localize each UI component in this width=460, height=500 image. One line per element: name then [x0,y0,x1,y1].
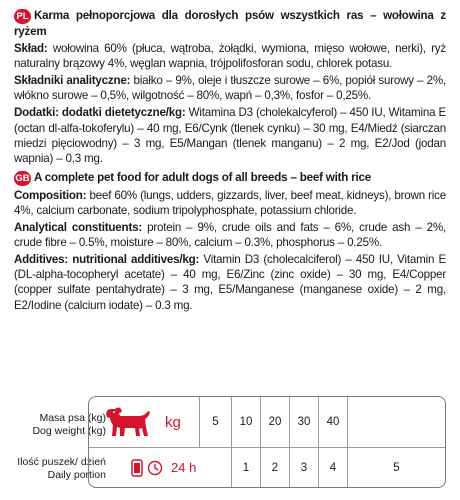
gb-analytical-text: protein – 9%, crude oils and fats – 6%, crude ash – 2%, crude fibre – 0.5%, moisture – 80%, calcium – 0.3%, phosphorus – 0.25%. [14,221,446,250]
pl-composition-text: wołowina 60% (płuca, wątroba, żołądki, wymiona, mięso wołowe, nerki), ryż naturalny brązowy 4%, węglan wapnia, trójpolifosforan sodu, chlorek potasu. [14,42,446,71]
pl-analytical-heading: Składniki analityczne: [14,74,131,88]
portion-icon-group [131,459,163,477]
section-pl [14,8,446,166]
portion-value: 4 [318,447,347,487]
portion-label-en: Daily portion [47,469,106,481]
pl-additives-heading: Dodatki: dodatki dietetyczne/kg: [14,106,186,120]
clock-icon [147,460,163,476]
gb-additives-heading: Additives: nutritional additives/kg: [14,253,200,267]
pl-additives [14,105,446,165]
weight-label-en: Dog weight (kg) [32,425,106,437]
weight-value: 20 [260,397,289,447]
portion-period: 24 h [171,460,197,475]
pl-analytical [14,73,446,103]
gb-title: A complete pet food for adult dogs of all breeds – beef with rice [34,170,372,184]
gb-composition-text: beef 60% (lungs, udders, gizzards, liver, beef meat, kidneys), brown rice 4%, calcium carbonate, sodium tripolyphosphate, potassium chloride. [14,188,446,217]
pl-composition [14,41,446,71]
dog-icon [89,397,165,447]
weight-label-pl: Masa psa (kg) [39,412,106,424]
pl-analytical-text: białko – 9%, oleje i tłuszcze surowe – 6%, popiół surowy – 2%, włókno surowe – 0,5%, wilgotność – 80%, wapń – 0,3%, fosfor – 0,25%. [14,74,446,103]
weight-value: 10 [231,397,260,447]
pl-badge: PL [14,9,31,24]
weight-value: 30 [289,397,318,447]
weight-value: 40 [318,397,347,447]
weight-value: 5 [199,397,231,447]
portion-label-pl: Ilość puszek/ dzień [17,456,106,468]
dog-icon-svg [99,403,155,441]
portion-period-cell [165,447,231,487]
portion-value: 5 [347,447,445,487]
gb-analytical-heading: Analytical constituents: [14,221,143,235]
section-gb [14,170,446,313]
pl-title-line [14,8,446,39]
gb-badge: GB [15,172,30,184]
pl-composition-heading: Skład: [14,42,48,56]
portion-icons [89,447,165,487]
weight-unit: kg [165,413,181,431]
gb-additives-text: Vitamin D3 (cholecalciferol) – 450 IU, Vitamin E (DL-alpha-tocopheryl acetate) – 40 mg, E6/Zinc (zinc oxide) – 30 mg, E4/Copper (copper sulfate pentahydrate) – 3 mg, E5/Manganese (manganese oxide) – 2 mg, E2/Iodine (calcium iodate) – 0.3 mg. [14,253,446,312]
gb-composition [14,188,446,218]
pl-additives-text: Witamina D3 (cholekalcyferol) – 450 IU, Witamina E (octan dl-alfa-tokoferylu) – 40 mg, E6/Cynk (tlenek cynku) – 30 mg, E4/Miedź (siarczan miedzi pięciowodny) – 3 mg, E5/Mangan (tlenek manganu) – 2 mg, E2/Jod (jodan wapnia) – 0,3 mg. [14,106,446,165]
portion-value: 2 [260,447,289,487]
pl-title: Karma pełnoporcjowa dla dorosłych psów wszystkich ras – wołowina z ryżem [14,9,446,38]
can-icon [131,459,143,477]
portion-value: 1 [231,447,260,487]
table-spacer [347,397,445,447]
gb-title-line [14,170,446,186]
portion-value: 3 [289,447,318,487]
gb-analytical [14,220,446,250]
feeding-table [88,396,446,488]
gb-composition-heading: Composition: [14,188,87,202]
gb-additives [14,252,446,312]
